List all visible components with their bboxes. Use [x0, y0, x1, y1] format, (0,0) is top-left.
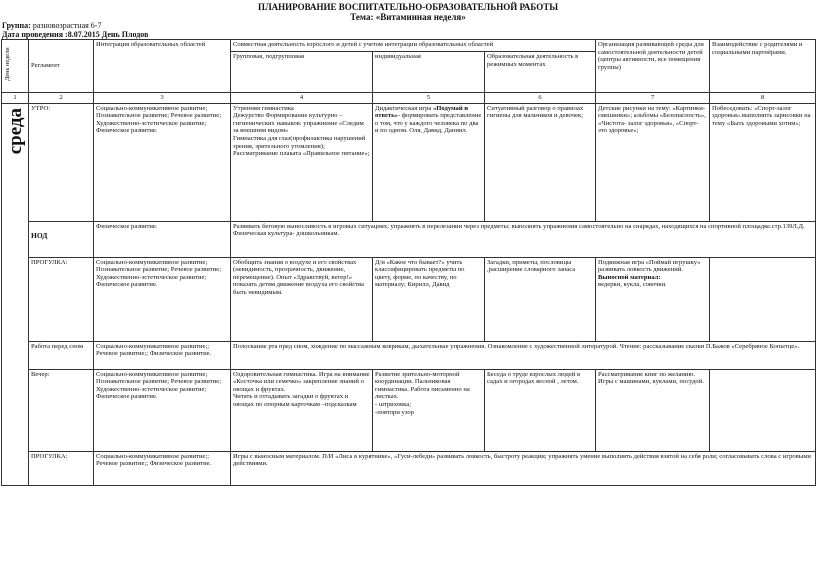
- morning-routine: Ситуативный разговор о правилах гигиены для мальчиков и девочек;: [485, 103, 596, 221]
- morning-individual: Дидактическая игра «Подумай и ответь»- формировать представление о том, что у каждого человека по два и по одном. Оля, Давид, Даниил.: [373, 103, 485, 221]
- evening-environment: Рассматривание книг по желанию. Игры с машинами, куклами, посудой.: [596, 369, 710, 451]
- day-cell: [2, 103, 29, 485]
- morning-areas: Социально-коммуникативное развитие; Познавательное развитие; Речевое развитие; Художественно-эстетическое развитие; Физическое развитие.: [94, 103, 231, 221]
- header-individual: индивидуальная: [373, 52, 485, 93]
- evening-individual: Развитие зрительно-моторной координации. Пальчиковая гимнастика. Работа письменно на листках. - штриховка; -повтори узор: [373, 369, 485, 451]
- walk-reglament: ПРОГУЛКА:: [29, 257, 94, 341]
- evening-walk-row: [2, 451, 816, 485]
- evening-routine: Беседа о труде взрослых людей в садах и огородах весной , летом.: [485, 369, 596, 451]
- date-line: Дата проведения :8.07.2015 День Плодов: [2, 30, 149, 39]
- walk-environment: Подвижная игра «Поймай игрушку» развивать ловкость движений. Выносной материал: ведерки, кукла, совочки.: [596, 257, 710, 341]
- group-label: Группа:: [2, 21, 31, 30]
- evening-areas: Социально-коммуникативное развитие; Познавательное развитие; Речевое развитие; Художественно-эстетическое развитие; Физическое развитие.: [94, 369, 231, 451]
- nod-areas: Физическое развитие.: [94, 221, 231, 257]
- morning-group-activity: Утренняя гимнастика Дежурство Формирование культурно –гигиенических навыков: упражнение «Следим за внешним видом» Гимнастика для глаз(профилактика нарушений зрения, зрительного утомления); Рассматривание плаката «Правильное питание»;: [231, 103, 373, 221]
- page-title: ПЛАНИРОВАНИЕ ВОСПИТАТЕЛЬНО-ОБРАЗОВАТЕЛЬНОЙ РАБОТЫ: [257, 2, 559, 12]
- planning-table: [1, 39, 816, 486]
- col-number: 7: [596, 93, 710, 104]
- evening-walk-reglament: ПРОГУЛКА:: [29, 451, 94, 485]
- morning-environment: Детские рисунки на тему: «Картинки-смешинки»; альбомы «Безопасность», «Чистота- залог здоровья», «Спорт-это здоровье»;: [596, 103, 710, 221]
- morning-parents: Побеседовать: «Спорт-залог здоровья».выполнить зарисовки на тему «Быть здоровыми хотим»;: [710, 103, 816, 221]
- col-number: 6: [485, 93, 596, 104]
- header-integration: Интеграция образовательных областей: [94, 40, 231, 93]
- morning-row: [2, 103, 816, 221]
- header-parents: Взаимодействие с родителями и социальными партнёрами.: [710, 40, 816, 93]
- walk-group-activity: Обобщить знания о воздухе и его свойствах (невидимость, прозрачность, движение, перемещение). Опыт «Здравствуй, ветер!» показать детям движение воздуха его свойства быть невидимым.: [231, 257, 373, 341]
- walk-routine: Загадки, приметы, пословицы ,расширение словарного запаса: [485, 257, 596, 341]
- evening-row: [2, 369, 816, 451]
- walk-individual: Д/и «Какое что бывает?» учить классифицировать предметы по цвету, форме, по качеству, по материалу; Кирилл, Давид: [373, 257, 485, 341]
- col-number: 5: [373, 93, 485, 104]
- before-sleep-reglament: Работа перед сном: [29, 341, 94, 369]
- walk-areas: Социально-коммуникативное развитие; Познавательное развитие; Речевое развитие; Художественно-эстетическое развитие; Физическое развитие.: [94, 257, 231, 341]
- evening-walk-content: Игры с выносным материалом. П/И «Лиса в курятнике», «Гуси-лебеди» развивать ловкость, быстроту реакции; упражнять умение выполнять действия взятой на себя роли; согласовывать слова с игровыми действиями.: [231, 451, 816, 485]
- col-number: 2: [29, 93, 94, 104]
- header-joint-activity: Совместная деятельность взрослого и детей с учетом интеграции образовательных областей: [231, 40, 596, 52]
- group-value: разновозрастная 6-7: [32, 21, 102, 30]
- before-sleep-areas: Социально-коммуникативное развитие;; Речевое развитие;; Физическое развитие.: [94, 341, 231, 369]
- header-routine: Образовательная деятельность в режимных моментах: [485, 52, 596, 93]
- group-line: [2, 21, 101, 30]
- evening-walk-areas: Социально-коммуникативное развитие;; Речевое развитие;; Физическое развитие.: [94, 451, 231, 485]
- before-sleep-content: Полоскание рта пред сном, хождение по массажным коврикам, дыхательные упражнения. Ознакомление с художественной литературой. Чтение: рассказывание сказки П.Бажов «Серебряное Копытце».: [231, 341, 816, 369]
- nod-content: Развивать беговую выносливость в игровых ситуациях; упражнять в перелезании через предметы; выполнять упражнения самостоятельно на снарядах, находящихся на спортивной площадке.стр.139Л.Д. Физическая культура- дошкольникам.: [231, 221, 816, 257]
- evening-group-activity: Оздоровительная гимнастика. Игра на внимание «Косточка или семечко» закрепление знаний о овощах и фруктах. Читать и отгадывать загадки о фруктах и овощах по опорным карточкам –подсказкам: [231, 369, 373, 451]
- col-number: 3: [94, 93, 231, 104]
- column-numbers-row: [2, 93, 816, 104]
- morning-reglament: УТРО:: [29, 103, 94, 221]
- walk-row: [2, 257, 816, 341]
- col-number: 4: [231, 93, 373, 104]
- before-sleep-row: [2, 341, 816, 369]
- nod-row: [2, 221, 816, 257]
- col-number: 8: [710, 93, 816, 104]
- walk-parents: [710, 257, 816, 341]
- nod-reglament: НОД: [29, 221, 94, 257]
- col-number: 1: [2, 93, 29, 104]
- evening-reglament: Вечер:: [29, 369, 94, 451]
- theme-title: Тема: «Витаминная неделя»: [350, 12, 466, 22]
- evening-parents: [710, 369, 816, 451]
- header-day-week: День недели: [2, 40, 29, 93]
- header-group: Групповая, подгрупповая: [231, 52, 373, 93]
- day-label: среда: [5, 107, 26, 154]
- header-environment: Организация развивающей среды для самостоятельной деятельности детей (центры активности, все помещения группы): [596, 40, 710, 93]
- header-reglament: Регламент: [29, 40, 94, 93]
